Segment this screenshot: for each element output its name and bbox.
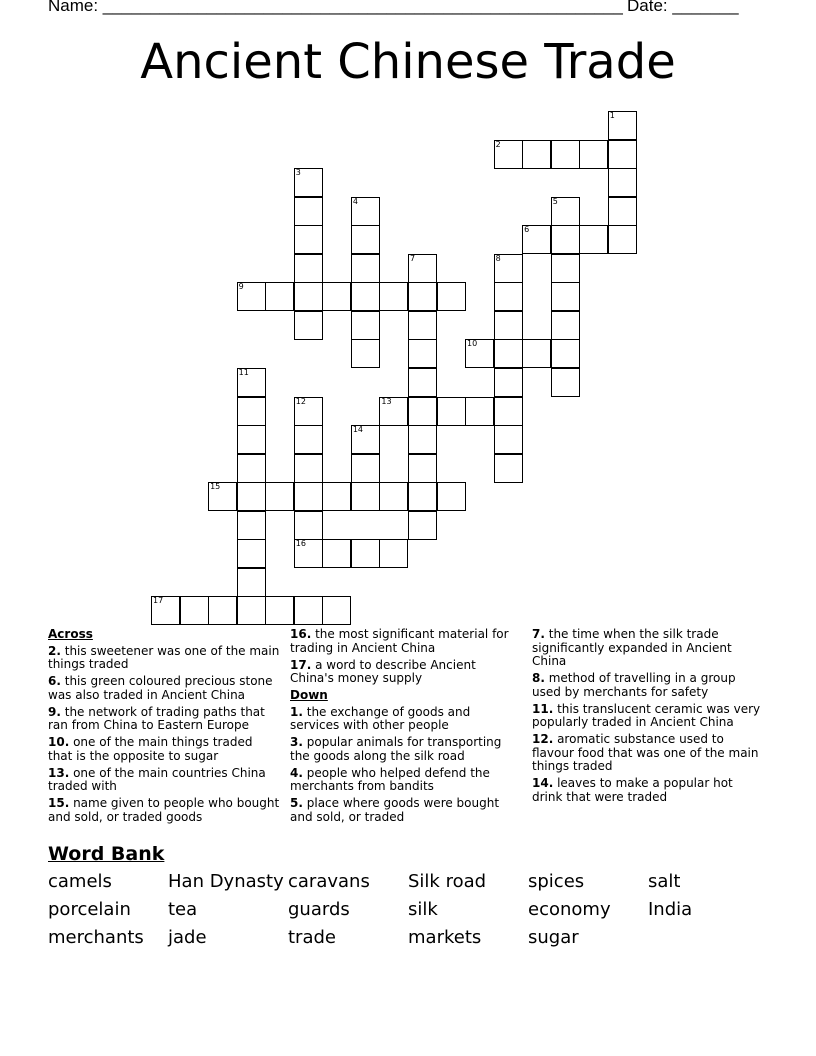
clue-across-16: 16. the most significant material for trading in Ancient China (290, 627, 509, 655)
word-bank-item: camels (48, 871, 112, 892)
crossword-cell[interactable] (265, 596, 294, 625)
clue-down-12: 12. aromatic substance used to flavour food that was one of the main things traded (532, 732, 759, 773)
word-bank (48, 871, 768, 949)
crossword-cell[interactable] (322, 596, 351, 625)
clue-number: 5 (552, 196, 558, 206)
clue-number: 12 (295, 396, 306, 406)
crossword-cell[interactable] (351, 197, 380, 226)
clue-number: 9 (238, 282, 244, 292)
crossword-cell[interactable] (551, 368, 580, 397)
crossword-cell[interactable] (294, 425, 323, 454)
crossword-cell[interactable] (608, 197, 637, 226)
crossword-cell[interactable] (294, 225, 323, 254)
clue-across-13: 13. one of the main countries China traded with (48, 765, 266, 793)
crossword-cell[interactable] (322, 282, 351, 311)
clue-number: 11 (238, 367, 249, 377)
crossword-cell[interactable] (408, 254, 437, 283)
crossword-cell[interactable] (237, 482, 266, 511)
word-bank-item: sugar (528, 927, 579, 948)
crossword-cell[interactable] (379, 482, 408, 511)
crossword-cell[interactable] (408, 311, 437, 340)
crossword-cell[interactable] (180, 596, 209, 625)
crossword-cell[interactable] (551, 225, 580, 254)
crossword-cell[interactable] (237, 596, 266, 625)
clue-number: 2 (495, 139, 501, 149)
crossword-cell[interactable] (237, 368, 266, 397)
crossword-cell[interactable] (437, 282, 466, 311)
crossword-cell[interactable] (379, 397, 408, 426)
crossword-cell[interactable] (494, 368, 523, 397)
crossword-cell[interactable] (608, 168, 637, 197)
clue-down-7: 7. the time when the silk trade significantly expanded in Ancient China (532, 627, 732, 668)
crossword-cell[interactable] (237, 282, 266, 311)
crossword-cell[interactable] (522, 339, 551, 368)
crossword-cell[interactable] (408, 282, 437, 311)
clue-number: 3 (295, 168, 301, 178)
crossword-cell[interactable] (608, 225, 637, 254)
crossword-cell[interactable] (437, 397, 466, 426)
crossword-cell[interactable] (237, 568, 266, 597)
clue-number: 10 (467, 339, 478, 349)
crossword-cell[interactable] (608, 140, 637, 169)
across-heading: Across (48, 627, 93, 641)
crossword-cell[interactable] (522, 225, 551, 254)
clues-column-2 (290, 628, 522, 828)
crossword-cell[interactable] (408, 397, 437, 426)
clue-across-15: 15. name given to people who bought and sold, or traded goods (48, 796, 280, 824)
crossword-cell[interactable] (494, 397, 523, 426)
crossword-cell[interactable] (465, 339, 494, 368)
clue-number: 4 (352, 196, 358, 206)
word-bank-item: trade (288, 927, 336, 948)
crossword-cell[interactable] (379, 282, 408, 311)
crossword-cell[interactable] (237, 425, 266, 454)
crossword-cell[interactable] (494, 311, 523, 340)
clue-number: 7 (409, 253, 416, 263)
crossword-cell[interactable] (294, 596, 323, 625)
clue-number: 1 (609, 111, 615, 120)
crossword-cell[interactable] (237, 454, 266, 483)
crossword-cell[interactable] (522, 140, 551, 169)
clue-across-17: 17. a word to describe Ancient China's money supply (290, 657, 476, 685)
date-field[interactable]: Date: _______ (627, 0, 739, 15)
clue-across-6: 6. this green coloured precious stone was also traded in Ancient China (48, 674, 273, 702)
clue-down-1: 1. the exchange of goods and services with other people (290, 704, 471, 732)
crossword-cell[interactable] (408, 482, 437, 511)
crossword-cell[interactable] (551, 197, 580, 226)
crossword-cell[interactable] (237, 511, 266, 540)
crossword-cell[interactable] (408, 368, 437, 397)
crossword-cell[interactable] (551, 140, 580, 169)
word-bank-item: guards (288, 899, 350, 920)
clue-across-10: 10. one of the main things traded that is the opposite to sugar (48, 735, 253, 763)
clues-column-3 (532, 628, 764, 808)
crossword-cell[interactable] (579, 140, 608, 169)
clue-number: 6 (524, 225, 530, 235)
crossword-cell[interactable] (208, 596, 237, 625)
crossword-cell[interactable] (237, 397, 266, 426)
word-bank-item: merchants (48, 927, 144, 948)
crossword-cell[interactable] (551, 311, 580, 340)
crossword-cell[interactable] (408, 425, 437, 454)
crossword-cell[interactable] (294, 197, 323, 226)
crossword-cell[interactable] (294, 311, 323, 340)
clue-number: 15 (210, 482, 221, 492)
crossword-cell[interactable] (408, 339, 437, 368)
crossword-cell[interactable] (294, 454, 323, 483)
crossword-cell[interactable] (265, 282, 294, 311)
crossword-cell[interactable] (294, 254, 323, 283)
crossword-cell[interactable] (351, 311, 380, 340)
crossword-cell[interactable] (351, 225, 380, 254)
crossword-cell[interactable] (294, 511, 323, 540)
clue-down-4: 4. people who helped defend the merchants from bandits (290, 765, 490, 793)
clue-across-9: 9. the network of trading paths that ran from China to Eastern Europe (48, 704, 265, 732)
word-bank-item: tea (168, 899, 198, 920)
clues-column-1 (48, 628, 280, 828)
clue-number: 13 (381, 396, 392, 406)
crossword-cell[interactable] (294, 168, 323, 197)
word-bank-item: caravans (288, 871, 370, 892)
crossword-cell[interactable] (437, 482, 466, 511)
crossword-cell[interactable] (351, 282, 380, 311)
crossword-cell[interactable] (494, 282, 523, 311)
crossword-cell[interactable] (265, 482, 294, 511)
crossword-cell[interactable] (551, 339, 580, 368)
word-bank-item: porcelain (48, 899, 131, 920)
crossword-cell[interactable] (494, 254, 523, 283)
crossword-cell[interactable] (608, 111, 637, 140)
clue-down-5: 5. place where goods were bought and sold, or traded (290, 796, 500, 824)
crossword-cell[interactable] (408, 454, 437, 483)
word-bank-item: India (648, 899, 693, 920)
crossword-cell[interactable] (551, 254, 580, 283)
crossword-cell[interactable] (351, 425, 380, 454)
word-bank-item: Silk road (408, 871, 487, 892)
page-title: Ancient Chinese Trade (140, 34, 676, 90)
down-heading: Down (290, 688, 328, 702)
crossword-cell[interactable] (379, 539, 408, 568)
crossword-cell[interactable] (351, 339, 380, 368)
clue-down-3: 3. popular animals for transporting the goods along the silk road (290, 735, 502, 763)
crossword-cell[interactable] (351, 539, 380, 568)
clue-across-2: 2. this sweetener was one of the main things traded (48, 643, 280, 671)
crossword-cell[interactable] (351, 254, 380, 283)
crossword-cell[interactable] (579, 225, 608, 254)
crossword-cell[interactable] (494, 425, 523, 454)
crossword-cell[interactable] (294, 282, 323, 311)
crossword-cell[interactable] (494, 140, 523, 169)
word-bank-item: silk (408, 899, 438, 920)
clue-down-14: 14. leaves to make a popular hot drink that were traded (532, 776, 733, 804)
word-bank-title: Word Bank (48, 843, 165, 865)
crossword-cell[interactable] (551, 282, 580, 311)
word-bank-item: markets (408, 927, 482, 948)
word-bank-item: salt (648, 871, 681, 892)
clue-down-8: 8. method of travelling in a group used by merchants for safety (532, 671, 736, 699)
crossword-cell[interactable] (294, 397, 323, 426)
crossword-cell[interactable] (351, 454, 380, 483)
word-bank-item: spices (528, 871, 585, 892)
crossword-cell[interactable] (294, 539, 323, 568)
clue-number: 16 (295, 539, 306, 549)
crossword-cell[interactable] (465, 397, 494, 426)
clue-number: 14 (352, 425, 364, 435)
clue-number: 8 (495, 253, 501, 263)
crossword-cell[interactable] (294, 482, 323, 511)
crossword-cell[interactable] (208, 482, 237, 511)
crossword-cell[interactable] (322, 482, 351, 511)
clue-down-11: 11. this translucent ceramic was very popularly traded in Ancient China (532, 701, 761, 729)
crossword-cell[interactable] (494, 339, 523, 368)
crossword-cell[interactable] (351, 482, 380, 511)
word-bank-item: economy (528, 899, 611, 920)
crossword-cell[interactable] (151, 596, 180, 625)
crossword-cell[interactable] (408, 511, 437, 540)
clue-number: 17 (153, 596, 164, 606)
word-bank-item: jade (168, 927, 207, 948)
word-bank-item: Han Dynasty (168, 871, 284, 892)
crossword-cell[interactable] (237, 539, 266, 568)
crossword-cell[interactable] (322, 539, 351, 568)
name-field[interactable]: Name: _______________________________________________________ (48, 0, 623, 15)
crossword-cell[interactable] (494, 454, 523, 483)
